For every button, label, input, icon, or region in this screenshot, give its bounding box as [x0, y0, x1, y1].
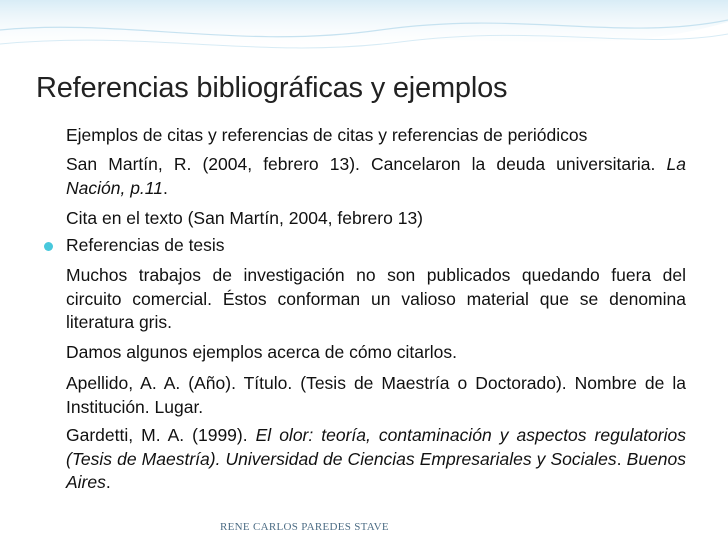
bullet-heading: Referencias de tesis	[66, 235, 225, 255]
header-wave-decoration	[0, 0, 728, 70]
example-author: Gardetti, M. A. (1999).	[66, 425, 248, 445]
grey-literature-paragraph: Muchos trabajos de investigación no son publicados quedando fuera del circuito comercial. Éstos conforman un valioso material que se denomina literatura gris.	[66, 265, 686, 332]
newspaper-reference-text: San Martín, R. (2004, febrero 13). Cancelaron la deuda universitaria.	[66, 154, 656, 174]
thesis-reference-template: Apellido, A. A. (Año). Título. (Tesis de Maestría o Doctorado). Nombre de la Institución. Lugar.	[66, 373, 686, 417]
example-separator: .	[616, 448, 622, 469]
bullet-icon	[44, 242, 53, 251]
examples-intro: Damos algunos ejemplos acerca de cómo citarlos.	[66, 342, 458, 362]
intro-line: Ejemplos de citas y referencias de citas y referencias de periódicos	[66, 125, 588, 145]
newspaper-source: La Nación, p.11	[66, 154, 686, 198]
slide-title: Referencias bibliográficas y ejemplos	[36, 72, 508, 104]
text-citation: Cita en el texto (San Martín, 2004, febrero 13)	[66, 208, 423, 228]
example-place: Buenos Aires	[66, 448, 686, 492]
example-title: El olor: teoría, contaminación y aspectos regulatorios (Tesis de Maestría). Universidad de Ciencias Empresariales y Sociales	[66, 425, 686, 469]
example-end: .	[105, 472, 111, 492]
newspaper-reference	[66, 153, 686, 200]
footer-author: RENE CARLOS PAREDES STAVE	[220, 521, 389, 533]
thesis-reference-example	[66, 424, 686, 495]
newspaper-reference-end: .	[162, 177, 168, 198]
